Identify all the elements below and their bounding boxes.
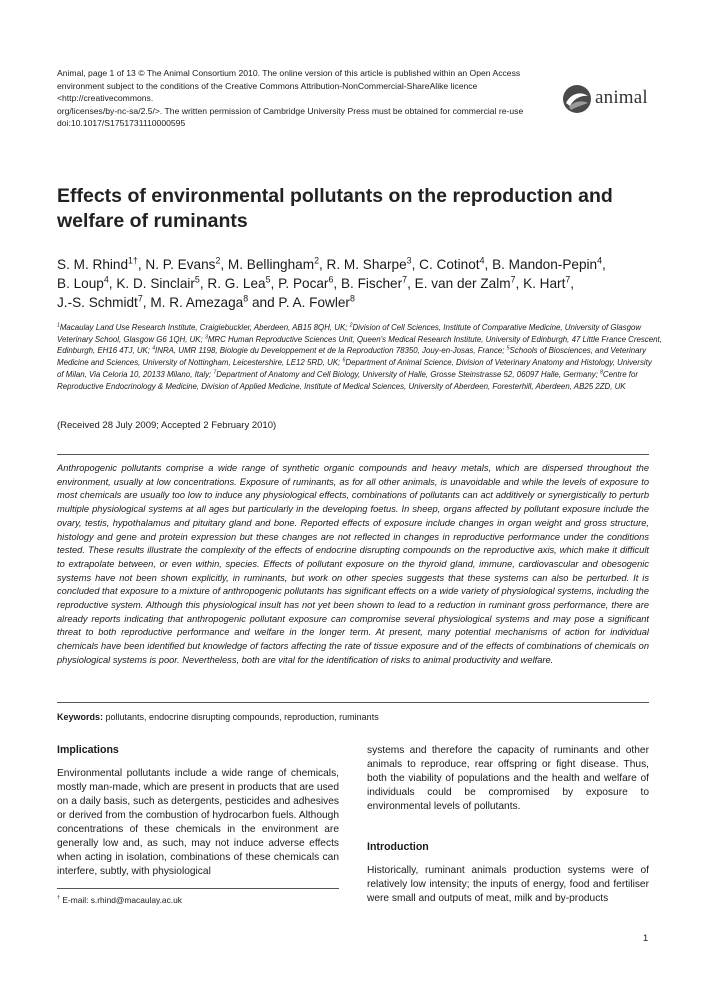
keywords-list: pollutants, endocrine disrupting compounds, reproduction, ruminants bbox=[105, 712, 379, 722]
affiliation-text: INRA, UMR 1198, Biologie du Developpement et de la Reproduction 78350, Jouy-en-Josas, France; bbox=[155, 346, 507, 356]
received-dates: (Received 28 July 2009; Accepted 2 February 2010) bbox=[57, 420, 277, 431]
author-affiliation-mark: 7 bbox=[510, 274, 516, 285]
introduction-text: Historically, ruminant animals production systems were of relatively low intensity; the inputs of energy, food and fertiliser were small and outputs of meat, milk and by-products bbox=[367, 864, 649, 904]
right-column bbox=[367, 744, 649, 906]
article-title bbox=[57, 184, 657, 234]
affiliation-number: 6 bbox=[342, 357, 346, 364]
affiliation-text: Department of Anatomy and Cell Biology, University of Halle, Grosse Steinstrasse 52, 06097 Halle, Germany; bbox=[216, 369, 601, 379]
author-separator: , bbox=[333, 276, 341, 291]
page-number: 1 bbox=[643, 933, 649, 943]
author-separator: , bbox=[407, 276, 415, 291]
affiliation-text: Reproductive Endocrinology & Medicine, Division of Applied Medicine, Institute of Medical Sciences, University of Aberdeen, Foresterhill, Aberdeen, AB25 2ZD, UK bbox=[57, 381, 626, 391]
affiliations bbox=[57, 322, 662, 392]
author-name: B. Fischer bbox=[340, 276, 403, 291]
author-line bbox=[57, 274, 657, 293]
abstract: Anthropogenic pollutants comprise a wide range of synthetic organic compounds and heavy metals, which are dispersed throughout the environment, usually at low concentrations. Exposure of ruminants, as for all other animals, is unavoidable and while the levels of exposure to most chemicals are usually too low to induce any physiological effects, combinations of pollutants can act additively or synergistically to perturb multiple physiological systems at all ages but particularly in the developing foetus. In sheep, organs affected by pollutant exposure include the ovary, testis, hypothalamus and pituitary gland and bone. Reported effects of exposure include changes in organ weight and gross structure, histology and gene and protein expression but these changes are not reflected in changes in reproductive performance under the conditions tested. These results illustrate the complexity of the effects of endocrine disrupting compounds on the reproductive axis, which make it difficult to extrapolate between, or even within, species. Effects of pollutant exposure on the thyroid gland, immune, cardiovascular and obesogenic systems have not been shown explicitly, in ruminants, but work on other species suggests that these systems can also be perturbed. It is concluded that exposure to a mixture of anthropogenic pollutants has significant effects on a wide variety of physiological systems, including the reproductive system. Although this physiological insult has not yet been shown to lead to a reduction in ruminant gross performance, there are already reports indicating that anthropogenic pollutant exposure can compromise several physiological systems and may pose a significant threat to both reproductive performance and welfare in the longer term. At present, many potential mechanisms of action for individual chemicals have been identified but knowledge of factors affecting the rate of tissue exposure and of the effects of combinations of chemicals on physiological systems is poor. Nevertheless, both are vital for the identification of risks to animal productivity and welfare. bbox=[57, 463, 649, 665]
author-affiliation-mark: 7 bbox=[402, 274, 408, 285]
introduction-heading: Introduction bbox=[367, 840, 429, 853]
author-affiliation-mark: 7 bbox=[137, 293, 143, 304]
author-name: P. A. Fowler bbox=[278, 295, 350, 310]
author-affiliation-mark: 4 bbox=[103, 274, 109, 285]
implications-text: Environmental pollutants include a wide range of chemicals, mostly man-made, which are present in products that are used on a daily basis, such as detergents, pesticides and adhesives or derived from the combustion of hydrocarbon fuels. Although concentrations of these chemicals in the environment are generally low and, as such, may not induce adverse effects when acting in isolation, combinations of these chemicals can interfere, subtly, with physiological bbox=[57, 768, 339, 877]
affiliation-text: Schools of Biosciences, and Veterinary bbox=[509, 346, 647, 356]
author-separator: , bbox=[137, 257, 146, 272]
author-separator: , bbox=[484, 257, 493, 272]
implications-continued: systems and therefore the capacity of ruminants and other animals to reproduce, rear offspring or fight disease. Thus, both the viability of populations and the health and welfare of individuals could be compromised by exposure to environmental levels of pollutants. bbox=[367, 745, 649, 812]
author-separator: , bbox=[220, 257, 228, 272]
author-name: J.-S. Schmidt bbox=[57, 295, 138, 310]
author-name: K. D. Sinclair bbox=[116, 276, 195, 291]
implications-heading: Implications bbox=[57, 744, 119, 756]
journal-header-note bbox=[57, 67, 557, 130]
author-name: M. R. Amezaga bbox=[150, 295, 244, 310]
header-note-line: environment subject to the conditions of the Creative Commons Attribution-NonCommercial-ShareAlike licence <http://creativecommons. bbox=[57, 80, 478, 104]
affiliation-number: 2 bbox=[349, 322, 353, 329]
affiliation-text: Veterinary School, Glasgow G6 1QH, UK; bbox=[57, 334, 205, 344]
author-affiliation-mark: 4 bbox=[597, 255, 603, 266]
affiliation-line bbox=[57, 357, 657, 369]
author-name: B. Mandon-Pepin bbox=[492, 257, 598, 272]
title-line: Effects of environmental pollutants on the reproduction and bbox=[57, 185, 613, 207]
affiliation-text: Department of Animal Science, Division of Veterinary Anatomy and Histology, University bbox=[345, 358, 652, 368]
keywords-label: Keywords: bbox=[57, 712, 104, 722]
author-name: M. Bellingham bbox=[227, 257, 315, 272]
author-name: S. M. Rhind bbox=[57, 257, 129, 272]
author-affiliation-mark: 1† bbox=[128, 255, 138, 266]
affiliation-line bbox=[57, 334, 662, 346]
title-line: welfare of ruminants bbox=[57, 210, 248, 232]
author-separator: , bbox=[602, 257, 606, 272]
affiliation-line bbox=[57, 322, 657, 334]
author-affiliation-mark: 7 bbox=[565, 274, 571, 285]
author-separator: , bbox=[142, 295, 151, 310]
author-separator: , bbox=[570, 276, 575, 291]
left-column bbox=[57, 744, 339, 879]
author-name: P. Pocar bbox=[278, 276, 329, 291]
author-affiliation-mark: 3 bbox=[406, 255, 412, 266]
author-separator: , bbox=[411, 257, 420, 272]
affiliation-text: Edinburgh, EH16 4TJ, UK; bbox=[57, 346, 153, 356]
author-name: N. P. Evans bbox=[145, 257, 216, 272]
affiliation-number: 5 bbox=[506, 345, 510, 352]
header-note-line: Animal, page 1 of 13 © The Animal Consortium 2010. The online version of this article is published within an Open Access bbox=[57, 68, 521, 78]
author-affiliation-mark: 2 bbox=[215, 255, 221, 266]
author-affiliation-mark: 4 bbox=[479, 255, 485, 266]
author-name: B. Loup bbox=[57, 276, 104, 291]
keywords bbox=[57, 712, 649, 722]
author-affiliation-mark: 6 bbox=[328, 274, 334, 285]
author-separator: and bbox=[248, 295, 279, 310]
author-name: E. van der Zalm bbox=[414, 276, 511, 291]
affiliation-number: 3 bbox=[204, 334, 208, 341]
author-name: R. G. Lea bbox=[207, 276, 266, 291]
author-separator: , bbox=[108, 276, 117, 291]
affiliation-line bbox=[57, 369, 657, 381]
affiliation-line bbox=[57, 381, 657, 393]
author-separator: , bbox=[318, 257, 327, 272]
author-separator: , bbox=[199, 276, 208, 291]
footnote-mark: † bbox=[57, 895, 61, 902]
author-affiliation-mark: 5 bbox=[194, 274, 200, 285]
abstract-bottom-rule bbox=[57, 702, 649, 703]
footnote-rule bbox=[57, 888, 339, 889]
author-name: R. M. Sharpe bbox=[326, 257, 407, 272]
author-name: K. Hart bbox=[523, 276, 566, 291]
author-separator: , bbox=[515, 276, 524, 291]
abstract-top-rule bbox=[57, 454, 649, 455]
logo-text: animal bbox=[595, 87, 648, 108]
affiliation-text: of Milan, Via Celoria 10, 20133 Milano, Italy; bbox=[57, 369, 214, 379]
affiliation-number: 1 bbox=[57, 322, 60, 329]
author-separator: , bbox=[270, 276, 279, 291]
footnote-email: E-mail: s.rhind@macaulay.ac.uk bbox=[60, 895, 182, 905]
affiliation-text: Medicine and Sciences, University of Nottingham, Leicestershire, LE12 5RD, UK; bbox=[57, 358, 343, 368]
header-note-line: org/licenses/by-nc-sa/2.5/>. The written permission of Cambridge University Press must be obtained for commercial re-use bbox=[57, 105, 524, 116]
author-line bbox=[57, 255, 657, 274]
affiliation-number: 7 bbox=[213, 369, 217, 376]
affiliation-text: MRC Human Reproductive Sciences Unit, Queen's Medical Research Institute, University of Edinburgh, 47 Little France Crescent, bbox=[207, 334, 662, 344]
affiliation-text: Centre for bbox=[602, 369, 638, 379]
author-name: C. Cotinot bbox=[419, 257, 480, 272]
footnote bbox=[57, 895, 182, 905]
author-list bbox=[57, 255, 657, 312]
author-affiliation-mark: 5 bbox=[265, 274, 271, 285]
affiliation-number: 4 bbox=[152, 345, 156, 352]
affiliation-number: 8 bbox=[600, 369, 603, 376]
header-note-line: doi:10.1017/S1751731110000595 bbox=[57, 118, 186, 129]
animal-logo-icon bbox=[562, 84, 592, 114]
author-line bbox=[57, 293, 657, 312]
affiliation-line bbox=[57, 345, 657, 357]
affiliation-text: Macaulay Land Use Research Institute, Craigiebuckler, Aberdeen, AB15 8QH, UK; bbox=[59, 323, 350, 332]
author-affiliation-mark: 8 bbox=[243, 293, 249, 304]
journal-logo bbox=[562, 82, 654, 116]
affiliation-text: Division of Cell Sciences, Institute of Comparative Medicine, University of Glasgow bbox=[352, 323, 642, 332]
author-affiliation-mark: 2 bbox=[314, 255, 319, 266]
author-affiliation-mark: 8 bbox=[349, 293, 355, 304]
